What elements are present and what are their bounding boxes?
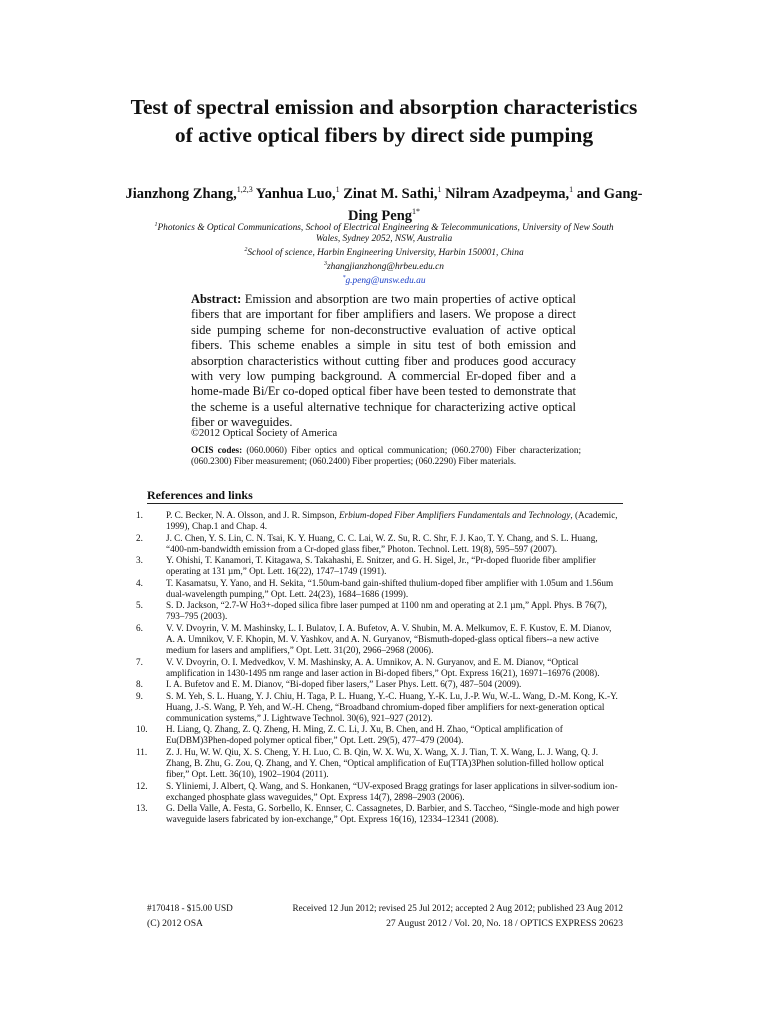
copyright-notice: ©2012 Optical Society of America	[191, 428, 338, 439]
reference-text-part: V. V. Dvoyrin, O. I. Medvedkov, V. M. Mashinsky, A. A. Umnikov, A. N. Guryanov, and E. M. Dianov, “Optical amplification in 1430-1495 nm range and laser action in Bi-doped fibers,” Opt. Express 16(21), 16971–16976 (2008).	[166, 656, 600, 678]
reference-item	[136, 781, 620, 803]
reference-text-part: T. Kasamatsu, Y. Yano, and H. Sekita, “1.50um-band gain-shifted thulium-doped fiber amplifier with 1.05um and 1.56um dual-wavelength pumping,” Opt. Lett. 24(23), 1684–1686 (1999).	[166, 577, 614, 599]
corresponding-email-link[interactable]: g.peng@unsw.edu.au	[345, 276, 426, 287]
reference-text	[166, 623, 620, 656]
reference-number: 10.	[136, 724, 148, 735]
references-heading: References and links	[147, 488, 253, 502]
reference-text	[166, 578, 620, 600]
reference-item	[136, 600, 620, 622]
reference-text	[166, 691, 620, 724]
reference-text-part: S. D. Jackson, “2.7-W Ho3+-doped silica fibre laser pumped at 1100 nm and operating at 2.1 µm,” Appl. Phys. B 76(7), 793–795 (2003).	[166, 600, 607, 622]
reference-text	[166, 747, 620, 780]
reference-number: 11.	[136, 746, 148, 757]
reference-item	[136, 578, 620, 600]
reference-text	[166, 600, 620, 622]
reference-text-part: V. V. Dvoyrin, V. M. Mashinsky, L. I. Bulatov, I. A. Bufetov, A. V. Shubin, M. A. Melkumov, E. F. Kustov, E. M. Dianov, A. A. Umnikov, V. F. Khopin, M. V. Yashkov, and A. N. Guryanov, “Bismuth-doped-glass optical fibers--a new active medium for lasers and amplifiers,” Opt. Lett. 31(20), 2966–2968 (2006).	[166, 622, 612, 655]
reference-item	[136, 533, 620, 555]
affiliation-mark: *	[342, 275, 346, 282]
reference-number: 2.	[136, 532, 143, 543]
author-affiliation-mark: 1,2,3	[236, 185, 253, 194]
abstract-label: Abstract:	[191, 292, 242, 306]
author-name: Zinat M. Sathi,	[339, 185, 438, 202]
affiliation-mark: 1	[154, 222, 158, 228]
author-affiliation-mark: 1*	[412, 206, 421, 216]
affiliations	[145, 220, 623, 288]
reference-list	[136, 510, 620, 826]
author-email-link[interactable]: zhangjianzhong@hrbeu.edu.cn	[327, 262, 444, 273]
paper-title: Test of spectral emission and absorption characteristics of active optical fibers by direct side pumping	[130, 95, 638, 147]
affiliation-text: School of science, Harbin Engineering University, Harbin 150001, China	[247, 248, 524, 259]
reference-number: 6.	[136, 622, 143, 633]
reference-item	[136, 679, 620, 690]
affiliation-4	[145, 273, 623, 287]
abstract	[191, 292, 576, 431]
reference-text	[166, 803, 620, 825]
reference-item	[136, 803, 620, 825]
author-name: Jianzhong Zhang,	[125, 185, 237, 202]
reference-text-part: , (Academic, 1999), Chap.1 and Chap. 4.	[166, 510, 618, 531]
reference-text-part: Z. J. Hu, W. W. Qiu, X. S. Cheng, Y. H. Luo, C. B. Qin, W. X. Wu, X. Wang, X. J. Tian, T. X. Wang, L. J. Wang, Q. J. Zhang, B. Zhu, G. Zou, Q. Zhang, and Y. Chen, “Optical amplification of Eu(TTA)3Phen solution-filled hollow optical fiber,” Opt. Lett. 36(10), 1902–1904 (2011).	[166, 746, 604, 779]
author-name: and Gang-Ding Peng	[347, 185, 643, 224]
reference-number: 12.	[136, 780, 148, 791]
reference-number: 9.	[136, 690, 143, 701]
affiliation-mark: 2	[244, 247, 248, 254]
reference-item	[136, 724, 620, 746]
reference-text-part: H. Liang, Q. Zhang, Z. Q. Zheng, H. Ming, Z. C. Li, J. Xu, B. Chen, and H. Zhao, “Optical amplification of Eu(DBM)3Phen-doped polymer optical fiber,” Opt. Lett. 29(5), 477–479 (2004).	[166, 724, 563, 746]
reference-text	[166, 781, 620, 803]
author-affiliation-mark: 1	[437, 185, 442, 194]
reference-text-part: P. C. Becker, N. A. Olsson, and J. R. Simpson,	[166, 510, 339, 520]
reference-item	[136, 691, 620, 724]
reference-text	[166, 510, 620, 532]
reference-text-part: J. C. Chen, Y. S. Lin, C. N. Tsai, K. Y. Huang, C. C. Lai, W. Z. Su, R. C. Shr, F. J. Kao, T. Y. Chang, and S. L. Huang, “400-nm-bandwidth emission from a Cr-doped glass fiber,” Photon. Technol. Lett. 19(8), 595–597 (2007).	[166, 532, 598, 554]
publication-history: Received 12 Jun 2012; revised 25 Jul 2012; accepted 2 Aug 2012; published 23 Aug 2012	[292, 903, 623, 913]
reference-text-part: G. Della Valle, A. Festa, G. Sorbello, K. Ennser, C. Cassagnetes, D. Barbier, and S. Taccheo, “Single-mode and high power waveguide lasers fabricated by ion-exchange,” Opt. Express 16(16), 12334–12341 (2008).	[166, 803, 620, 825]
reference-number: 8.	[136, 679, 143, 690]
reference-item	[136, 657, 620, 679]
reference-text	[166, 679, 620, 690]
reference-text	[166, 533, 620, 555]
ocis-label: OCIS codes:	[191, 445, 243, 455]
author-list	[118, 181, 650, 225]
reference-text	[166, 724, 620, 746]
reference-item	[136, 510, 620, 532]
ocis-codes	[191, 445, 581, 467]
abstract-text: Emission and absorption are two main properties of active optical fibers that are important for fiber amplifiers and lasers. We propose a direct side pumping scheme for non-deconstructive evaluation of active optical fibers. This scheme enables a simple in situ test of both emission and absorption characteristics without cutting fiber and produces good accuracy with very low pumping background. A commercial Er-doped fiber and a home-made Bi/Er co-doped optical fiber have been tested to demonstrate that the scheme is a useful alternative technique for characterizing active optical fiber or waveguides.	[191, 292, 576, 430]
reference-number: 7.	[136, 656, 143, 667]
ocis-text: (060.0060) Fiber optics and optical communication; (060.2700) Fiber characterization; (060.2300) Fiber measurement; (060.2400) Fiber properties; (060.2290) Fiber materials.	[191, 445, 582, 466]
references-divider	[147, 503, 623, 504]
reference-text-part: I. A. Bufetov and E. M. Dianov, “Bi-doped fiber lasers,” Laser Phys. Lett. 6(7), 487–504 (2009).	[166, 679, 522, 690]
author-name: Nilram Azadpeyma,	[441, 185, 570, 202]
affiliation-1	[145, 220, 623, 245]
affiliation-2	[145, 245, 623, 259]
reference-number: 5.	[136, 600, 143, 611]
reference-number: 13.	[136, 803, 148, 814]
reference-text	[166, 657, 620, 679]
footer-line-1	[147, 903, 623, 913]
reference-item	[136, 555, 620, 577]
author-affiliation-mark: 1	[335, 185, 340, 194]
reference-title-italic: Erbium-doped Fiber Amplifiers Fundamentals and Technology	[338, 510, 571, 520]
author-affiliation-mark: 1	[569, 185, 574, 194]
document-id: #170418 - $15.00 USD	[147, 903, 233, 913]
journal-issue: 27 August 2012 / Vol. 20, No. 18 / OPTICS EXPRESS 20623	[386, 918, 623, 929]
reference-text-part: Y. Ohishi, T. Kanamori, T. Kitagawa, S. Takahashi, E. Snitzer, and G. H. Sigel, Jr., “Pr-doped fluoride fiber amplifier operating at 131 µm,” Opt. Lett. 16(22), 1747–1749 (1991).	[166, 555, 596, 577]
footer-line-2	[147, 918, 623, 929]
copyright-osa: (C) 2012 OSA	[147, 918, 203, 929]
reference-text-part: S. M. Yeh, S. L. Huang, Y. J. Chiu, H. Taga, P. L. Huang, Y.-C. Huang, Y.-K. Lu, J.-P. Wu, W.-L. Wang, D.-M. Kong, K.-Y. Huang, J.-S. Wang, P. Yeh, and W.-H. Cheng, “Broadband chromium-doped fiber amplifiers for next-generation optical communication systems,” J. Lightwave Technol. 30(6), 921–927 (2012).	[166, 690, 618, 723]
affiliation-text: Photonics & Optical Communications, School of Electrical Engineering & Telecommunications, University of New South Wales, Sydney 2052, NSW, Australia	[157, 223, 614, 245]
reference-item	[136, 623, 620, 656]
affiliation-mark: 3	[324, 261, 328, 268]
reference-number: 1.	[136, 510, 143, 520]
author-name: Yanhua Luo,	[252, 185, 336, 202]
reference-text	[166, 555, 620, 577]
reference-text-part: S. Yliniemi, J. Albert, Q. Wang, and S. Honkanen, “UV-exposed Bragg gratings for laser applications in silver-sodium ion-exchanged phosphate glass waveguides,” Opt. Express 14(7), 2898–2903 (2006).	[166, 780, 618, 802]
affiliation-3	[145, 259, 623, 273]
reference-number: 3.	[136, 555, 143, 566]
reference-number: 4.	[136, 577, 143, 588]
reference-item	[136, 747, 620, 780]
